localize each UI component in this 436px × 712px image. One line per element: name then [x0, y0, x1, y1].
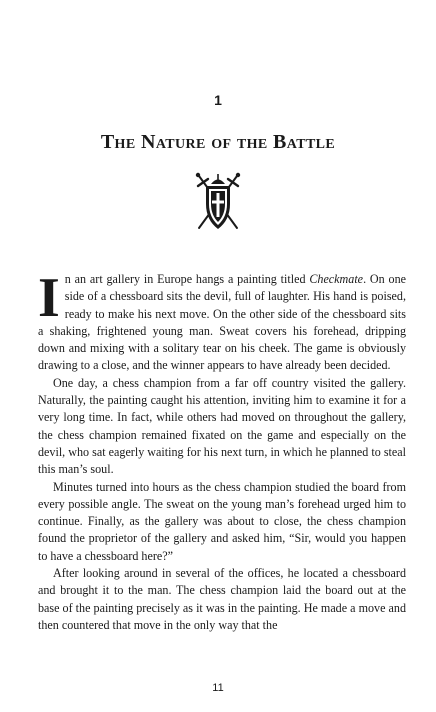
- paragraph-4: After looking around in several of the offices, he located a chessboard and brought it to the man. The chess champion laid the board out at the base of the painting precisely as it was in the painting. He made a move and then countered that move in the only way that the: [38, 566, 406, 632]
- page-number: 11: [212, 682, 224, 694]
- paragraph-2: One day, a chess champion from a far off country visited the gallery. Naturally, the painting caught his attention, inviting him to examine it for a very long time. In fact, while others had moved on throughout the gallery, the chess champion remained fixated on the game and especially on the devil, who sat eagerly waiting for his next turn, in which he planned to steal this man’s soul.: [38, 375, 406, 477]
- paragraph-1: [38, 267, 406, 375]
- shield-crossed-swords-icon: [193, 172, 243, 234]
- chapter-title: The Nature of the Battle: [100, 131, 336, 153]
- painting-title: Checkmate: [309, 272, 364, 286]
- paragraph-3: Minutes turned into hours as the chess champion studied the board from every possible angle. The sweat on the young man’s forehead urged him to continue. Finally, as the gallery was about to close, the chess champion found the proprietor of the gallery and asked him, “Sir, would you happen to have a chessboard here?”: [38, 479, 406, 563]
- paragraph-1-text-a: n an art gallery in Europe hangs a painting titled: [64, 272, 310, 286]
- chapter-number: 1: [214, 92, 222, 108]
- chapter-body: [38, 267, 406, 634]
- drop-cap: I: [38, 267, 60, 329]
- paragraph-1-text-b: . On one side of a chessboard sits the devil, full of laughter. His hand is poised, ready to make his next move. On the other side of the chessboard sits a shaking, frightened young man. Sweat covers his forehead, dripping down and mixing with a solitary tear on his cheek. The game is obviously drawing to a close, and the winner appears to have already been decided.: [38, 272, 406, 373]
